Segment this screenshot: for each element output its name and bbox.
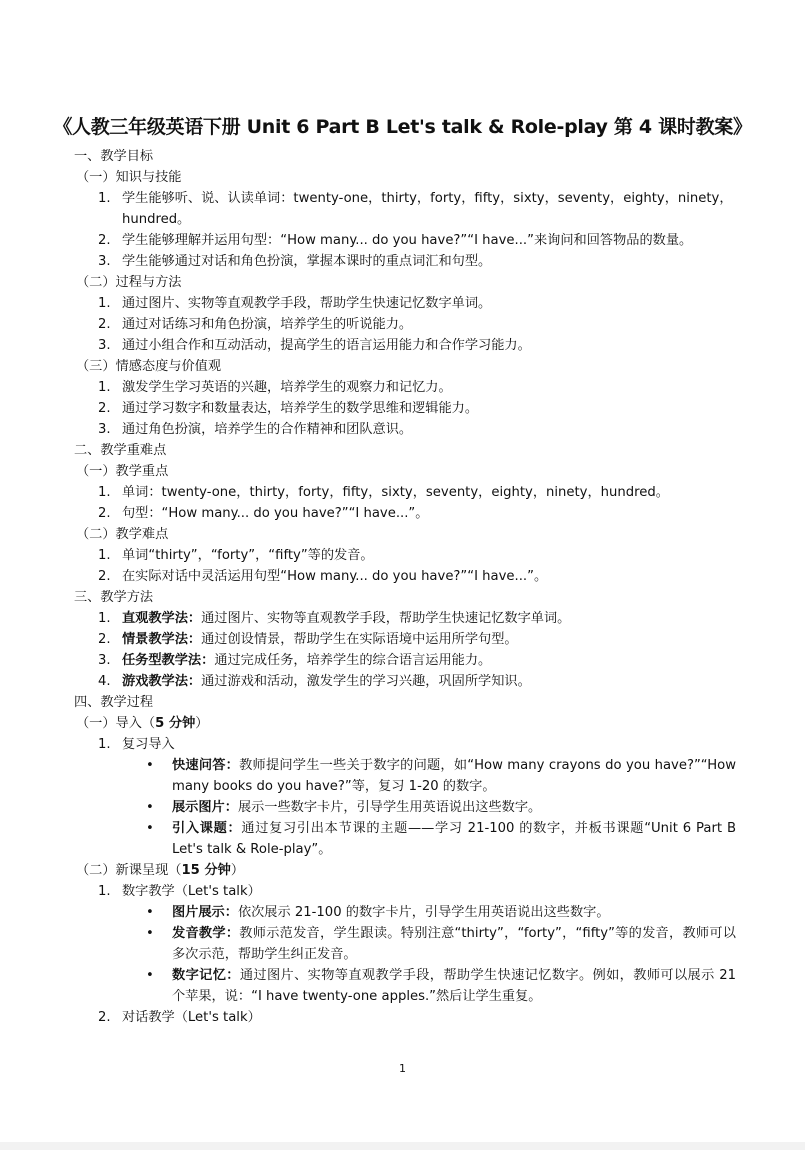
list-number: 1. bbox=[98, 884, 111, 899]
document-body bbox=[74, 146, 736, 1028]
list-number: 3. bbox=[98, 422, 111, 437]
bullet-icon: • bbox=[146, 800, 154, 815]
subsection-heading-intro: （一）导入（5 分钟） bbox=[76, 716, 209, 731]
list-number: 1. bbox=[98, 380, 111, 395]
subsection-heading-difficulty: （二）教学难点 bbox=[76, 527, 169, 542]
subsection-heading-knowledge: （一）知识与技能 bbox=[76, 170, 182, 185]
list-number: 2. bbox=[98, 401, 111, 416]
list-number: 2. bbox=[98, 506, 111, 521]
list-item: 1. 单词“thirty”，“forty”，“fifty”等的发音。 bbox=[74, 545, 736, 566]
bullet-icon: • bbox=[146, 758, 154, 773]
bullet-item: • 快速问答：教师提问学生一些关于数字的问题，如“How many crayons do you have?”“How many books do you have?”等，复习 1-20 的数字。 bbox=[74, 755, 736, 797]
bullet-item: • 图片展示：依次展示 21-100 的数字卡片，引导学生用英语说出这些数字。 bbox=[74, 902, 736, 923]
list-number: 1. bbox=[98, 611, 111, 626]
section-heading-methods: 三、教学方法 bbox=[74, 590, 154, 605]
bullet-icon: • bbox=[146, 821, 154, 836]
list-item: 2. 对话教学（Let's talk） bbox=[74, 1007, 736, 1028]
list-number: 3. bbox=[98, 653, 111, 668]
bullet-item: • 发音教学：教师示范发音，学生跟读。特别注意“thirty”，“forty”，“fifty”等的发音，教师可以多次示范，帮助学生纠正发音。 bbox=[74, 923, 736, 965]
list-item: 2. 句型：“How many... do you have?”“I have...”。 bbox=[74, 503, 736, 524]
subsection-heading-new-lesson: （二）新课呈现（15 分钟） bbox=[76, 863, 245, 878]
list-item: 1. 单词：twenty-one，thirty，forty，fifty，sixty，seventy，eighty，ninety，hundred。 bbox=[74, 482, 736, 503]
list-item: 3. 通过小组合作和互动活动，提高学生的语言运用能力和合作学习能力。 bbox=[74, 335, 736, 356]
list-number: 3. bbox=[98, 338, 111, 353]
list-number: 1. bbox=[98, 548, 111, 563]
list-item: 1. 直观教学法：通过图片、实物等直观教学手段，帮助学生快速记忆数字单词。 bbox=[74, 608, 736, 629]
list-number: 1. bbox=[98, 296, 111, 311]
list-item: 3. 学生能够通过对话和角色扮演，掌握本课时的重点词汇和句型。 bbox=[74, 251, 736, 272]
list-number: 2. bbox=[98, 317, 111, 332]
list-item: 1. 复习导入 bbox=[74, 734, 736, 755]
bullet-icon: • bbox=[146, 905, 154, 920]
list-item: 3. 任务型教学法：通过完成任务，培养学生的综合语言运用能力。 bbox=[74, 650, 736, 671]
list-item: 2. 情景教学法：通过创设情景，帮助学生在实际语境中运用所学句型。 bbox=[74, 629, 736, 650]
subsection-heading-attitude: （三）情感态度与价值观 bbox=[76, 359, 222, 374]
list-number: 2. bbox=[98, 569, 111, 584]
list-number: 2. bbox=[98, 1010, 111, 1025]
bullet-icon: • bbox=[146, 968, 154, 983]
list-item: 3. 通过角色扮演，培养学生的合作精神和团队意识。 bbox=[74, 419, 736, 440]
list-number: 2. bbox=[98, 632, 111, 647]
section-heading-process: 四、教学过程 bbox=[74, 695, 154, 710]
subsection-heading-focus: （一）教学重点 bbox=[76, 464, 169, 479]
subsection-heading-process: （二）过程与方法 bbox=[76, 275, 182, 290]
page-number: 1 bbox=[399, 1062, 406, 1075]
bullet-item: • 引入课题：通过复习引出本节课的主题——学习 21-100 的数字，并板书课题“Unit 6 Part B Let's talk & Role-play”。 bbox=[74, 818, 736, 860]
list-number: 2. bbox=[98, 233, 111, 248]
list-item: 2. 在实际对话中灵活运用句型“How many... do you have?”“I have...”。 bbox=[74, 566, 736, 587]
list-number: 1. bbox=[98, 737, 111, 752]
bullet-item: • 数字记忆：通过图片、实物等直观教学手段，帮助学生快速记忆数字。例如，教师可以展示 21 个苹果，说：“I have twenty-one apples.”然后让学生重复。 bbox=[74, 965, 736, 1007]
list-item: 2. 通过对话练习和角色扮演，培养学生的听说能力。 bbox=[74, 314, 736, 335]
list-item: 2. 通过学习数字和数量表达，培养学生的数学思维和逻辑能力。 bbox=[74, 398, 736, 419]
bullet-item: • 展示图片：展示一些数字卡片，引导学生用英语说出这些数字。 bbox=[74, 797, 736, 818]
section-heading-objectives: 一、教学目标 bbox=[74, 149, 154, 164]
list-item: 1. 学生能够听、说、认读单词：twenty-one，thirty，forty，fifty，sixty，seventy，eighty，ninety，hundred。 bbox=[74, 188, 736, 230]
list-number: 1. bbox=[98, 485, 111, 500]
list-item: 1. 激发学生学习英语的兴趣，培养学生的观察力和记忆力。 bbox=[74, 377, 736, 398]
section-heading-key-points: 二、教学重难点 bbox=[74, 443, 167, 458]
bullet-icon: • bbox=[146, 926, 154, 941]
list-number: 3. bbox=[98, 254, 111, 269]
list-number: 4. bbox=[98, 674, 111, 689]
list-item: 2. 学生能够理解并运用句型：“How many... do you have?”“I have...”来询问和回答物品的数量。 bbox=[74, 230, 736, 251]
document-title: 《人教三年级英语下册 Unit 6 Part B Let's talk & Role-play 第 4 课时教案》 bbox=[53, 116, 752, 138]
list-number: 1. bbox=[98, 191, 111, 206]
list-item: 1. 数字教学（Let's talk） bbox=[74, 881, 736, 902]
list-item: 4. 游戏教学法：通过游戏和活动，激发学生的学习兴趣，巩固所学知识。 bbox=[74, 671, 736, 692]
list-item: 1. 通过图片、实物等直观教学手段，帮助学生快速记忆数字单词。 bbox=[74, 293, 736, 314]
